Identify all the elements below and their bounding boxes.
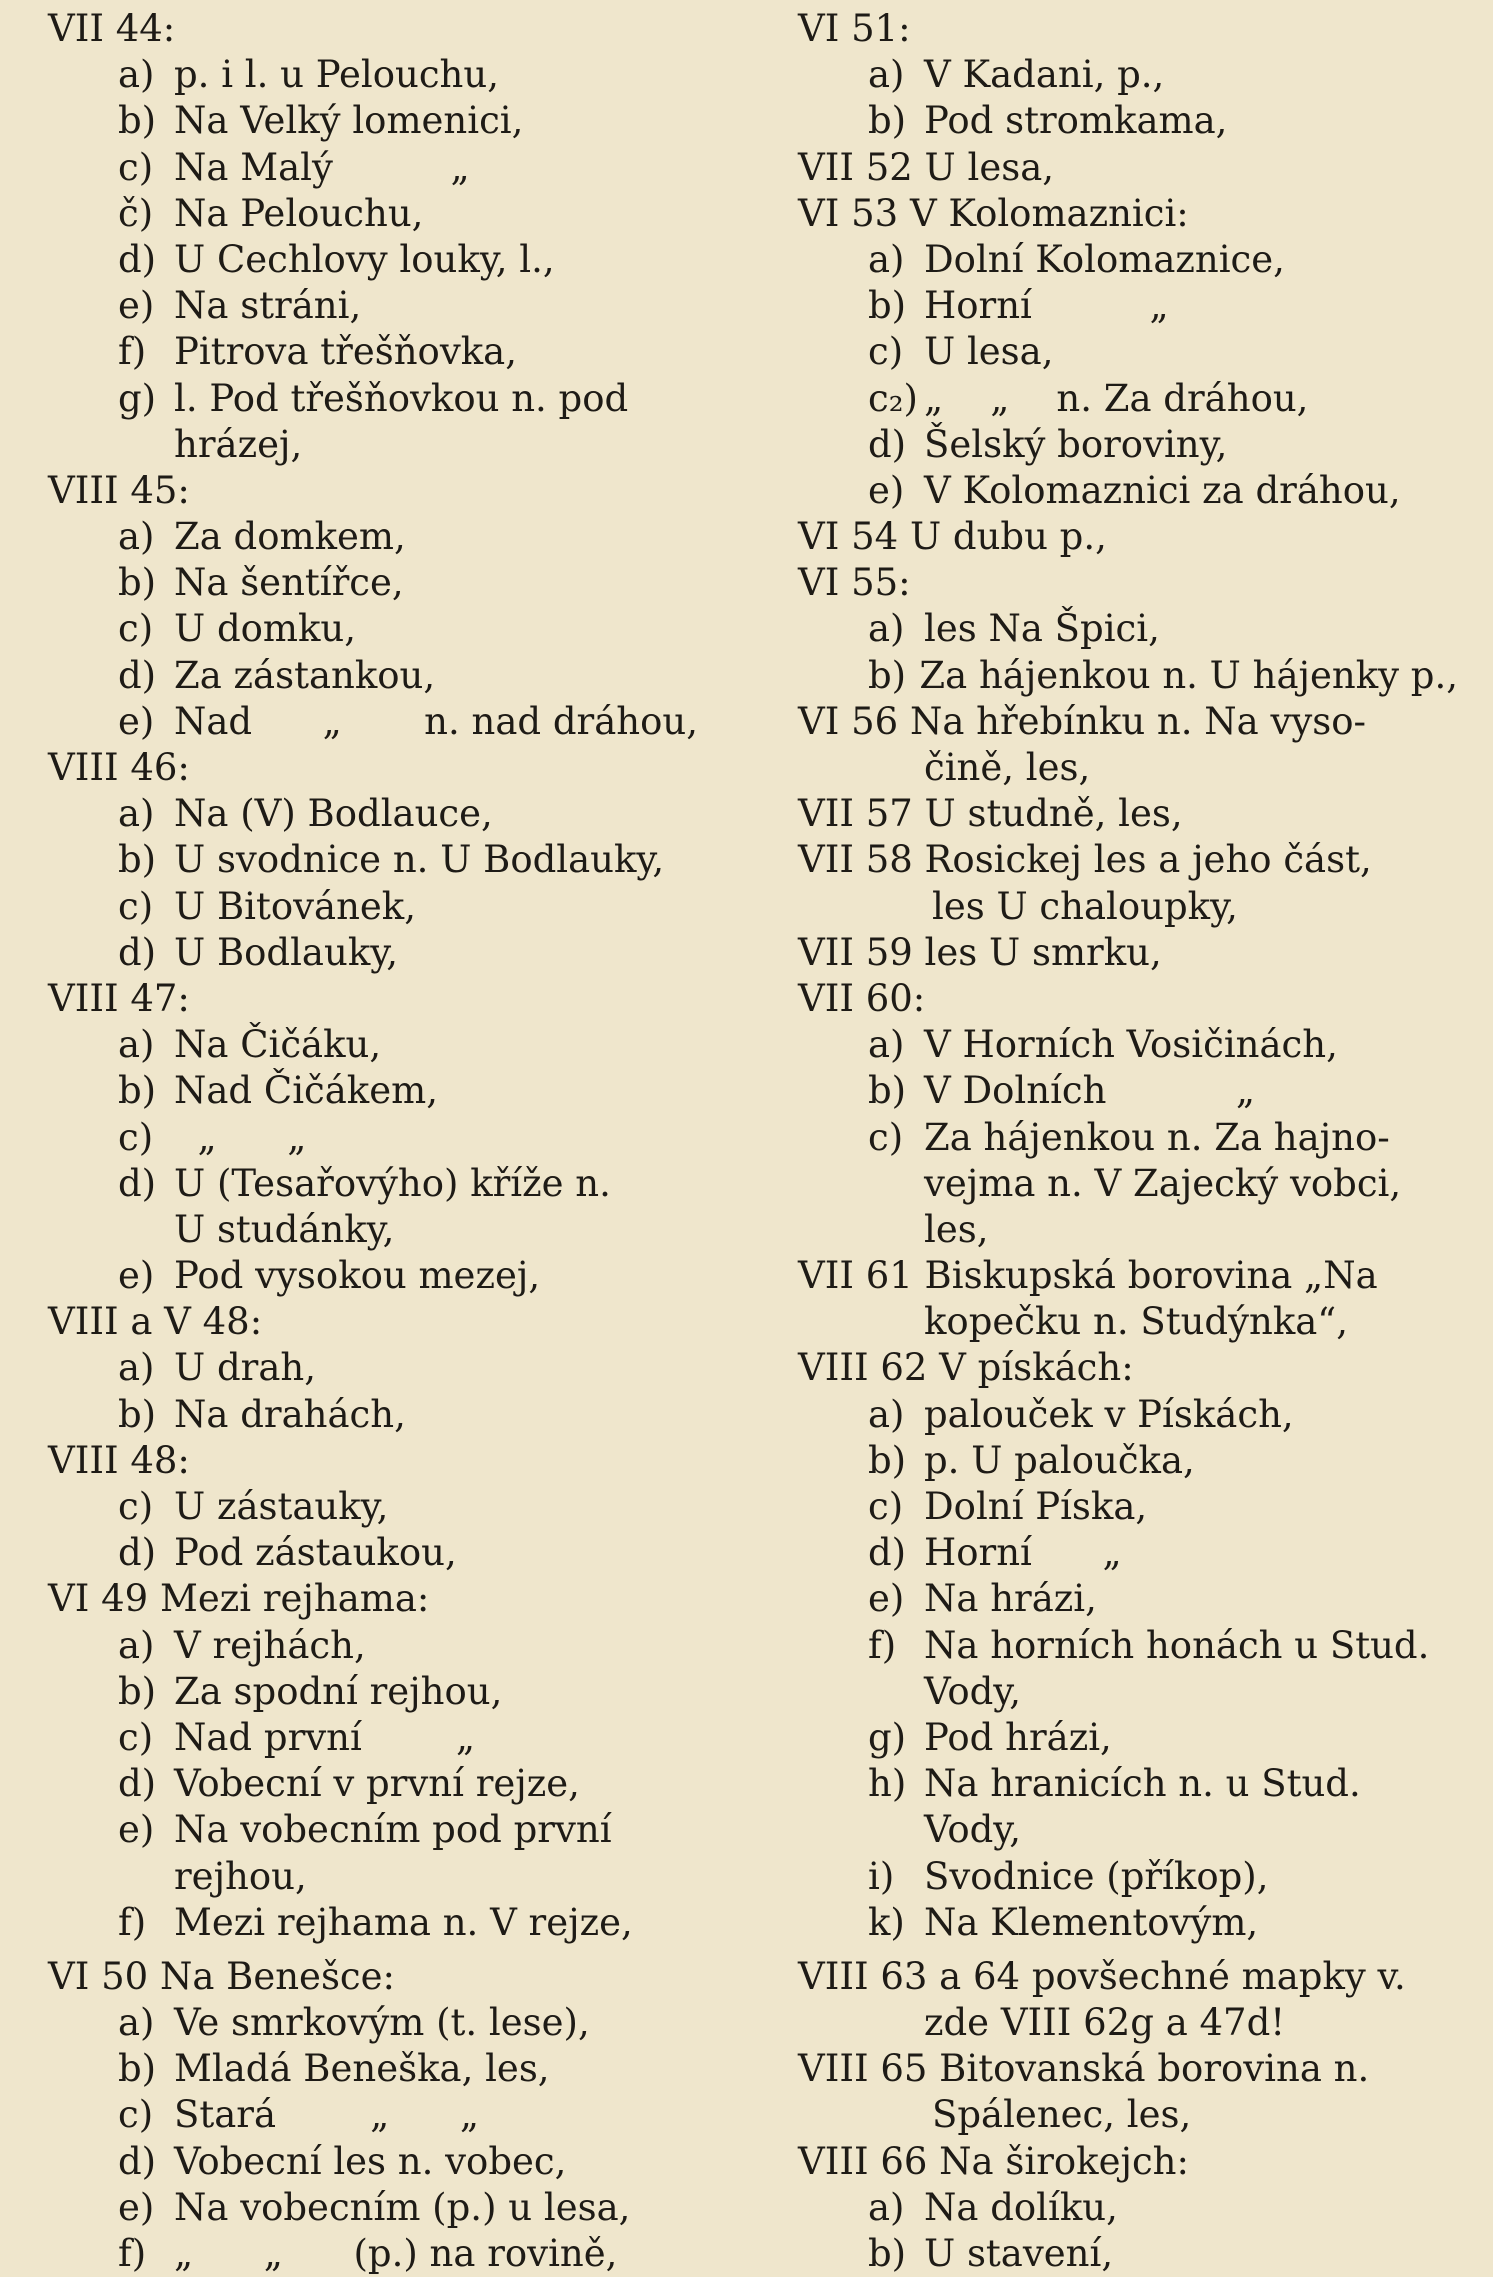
section-heading: [48, 1954, 708, 2000]
section-heading: [798, 1345, 1458, 1391]
item-marker: e): [118, 2185, 155, 2229]
list-item: [798, 1068, 1458, 1114]
item-marker: b): [118, 1392, 157, 1436]
section-heading: [798, 2046, 1458, 2092]
section-heading: [798, 145, 1458, 191]
line-text: Na stráni,: [174, 284, 362, 328]
line-text: p. i l. u Pelouchu,: [174, 53, 499, 97]
list-item: [48, 1715, 708, 1761]
item-marker: a): [118, 1023, 155, 1067]
list-item: [48, 145, 708, 191]
item-marker: b): [868, 653, 907, 697]
line-text: Pod stromkama,: [924, 99, 1228, 143]
item-marker: c): [118, 607, 154, 651]
item-marker: a): [118, 1346, 155, 1390]
list-item: [48, 1068, 708, 1114]
item-marker: e): [118, 284, 155, 328]
line-text: Svodnice (příkop),: [924, 1854, 1269, 1898]
item-marker: d): [868, 422, 907, 466]
section-heading: [48, 1576, 708, 1622]
line-text: Na šentířce,: [174, 561, 404, 605]
line-text: Nad první „: [174, 1715, 476, 1759]
list-item: [798, 2231, 1458, 2277]
section-heading: [798, 837, 1458, 883]
line-text: VIII a V 48:: [48, 1300, 263, 1344]
line-text: VII 57 U studně, les,: [798, 792, 1183, 836]
line-text: Na Malý „: [174, 145, 470, 189]
item-marker: a): [868, 2185, 905, 2229]
continuation-line: [48, 422, 708, 468]
item-marker: h): [868, 1762, 907, 1806]
line-text: VI 49 Mezi rejhama:: [48, 1577, 430, 1621]
list-item: [48, 1669, 708, 1715]
line-text: Horní „: [924, 1531, 1122, 1575]
list-item: [48, 329, 708, 375]
line-text: Na Pelouchu,: [174, 191, 424, 235]
list-item: [48, 837, 708, 883]
line-text: Vobecní les n. vobec,: [174, 2139, 567, 2183]
item-marker: d): [118, 1161, 157, 1205]
line-text: vejma n. V Zajecký vobci,: [924, 1161, 1402, 1205]
item-marker: b): [868, 1069, 907, 1113]
item-marker: k): [868, 1900, 905, 1944]
list-item: [48, 2231, 708, 2277]
list-item: [48, 1253, 708, 1299]
item-marker: c): [868, 1485, 904, 1528]
item-marker: b): [118, 2047, 157, 2091]
item-marker: b): [118, 1669, 157, 1713]
item-marker: d): [868, 1531, 907, 1575]
list-item: [798, 1623, 1458, 1669]
item-marker: c): [118, 1115, 154, 1159]
item-marker: e): [118, 1254, 155, 1298]
continuation-line: [798, 2000, 1458, 2046]
list-item: [48, 791, 708, 837]
list-item: [798, 329, 1458, 375]
line-text: Na hrázi,: [924, 1577, 1097, 1621]
list-item: [798, 376, 1458, 422]
continuation-line: [798, 1207, 1458, 1253]
list-item: [798, 1715, 1458, 1761]
list-item: [48, 1807, 708, 1853]
right-column: [798, 6, 1458, 2277]
item-marker: e): [118, 1808, 155, 1852]
item-marker: b): [868, 2232, 907, 2275]
line-text: kopečku n. Studýnka“,: [924, 1300, 1348, 1344]
list-item: [48, 699, 708, 745]
section-heading: [798, 514, 1458, 560]
section-heading: [798, 560, 1458, 606]
list-item: [798, 1761, 1458, 1807]
section-heading: [798, 6, 1458, 52]
item-marker: b): [868, 284, 907, 328]
line-text: les Na Špici,: [924, 607, 1160, 651]
line-text: Na dolíku,: [924, 2185, 1118, 2229]
item-marker: c₂): [868, 376, 918, 420]
item-marker: d): [118, 1531, 157, 1575]
line-text: Na Klementovým,: [924, 1900, 1259, 1944]
line-text: U (Tesařovýho) kříže n.: [174, 1161, 611, 1205]
line-text: U svodnice n. U Bodlauky,: [174, 838, 665, 882]
line-text: V rejhách,: [174, 1623, 366, 1667]
line-text: VIII 46:: [48, 746, 190, 789]
continuation-line: [798, 1669, 1458, 1715]
list-item: [48, 606, 708, 652]
item-marker: f): [868, 1623, 897, 1667]
line-text: VII 52 U lesa,: [798, 145, 1055, 189]
list-item: [48, 1530, 708, 1576]
line-text: Za spodní rejhou,: [174, 1669, 503, 1713]
line-text: VI 50 Na Benešce:: [48, 1954, 396, 1998]
line-text: V Kolomaznici za dráhou,: [924, 468, 1401, 512]
item-marker: c): [868, 330, 904, 374]
line-text: Nad Čičákem,: [174, 1069, 438, 1113]
list-item: [48, 237, 708, 283]
section-heading: [48, 6, 708, 52]
list-item: [48, 1623, 708, 1669]
line-text: Na vobecním (p.) u lesa,: [174, 2185, 631, 2229]
line-text: V Dolních „: [924, 1069, 1256, 1113]
section-heading: [798, 1954, 1458, 2000]
line-text: p. U palоučka,: [924, 1438, 1195, 1482]
continuation-line: [48, 1207, 708, 1253]
item-marker: d): [118, 1762, 157, 1806]
list-item: [48, 1392, 708, 1438]
item-marker: a): [868, 1392, 905, 1436]
line-text: rejhou,: [174, 1854, 307, 1898]
line-text: VI 56 Na hřebínku n. Na vyso-: [798, 699, 1367, 743]
item-marker: d): [118, 2139, 157, 2183]
section-heading: [48, 1299, 708, 1345]
line-text: VIII 48:: [48, 1438, 190, 1482]
line-text: hrázej,: [174, 422, 303, 466]
line-text: Za hájenkou n. Za hajno-: [924, 1115, 1390, 1159]
item-marker: c): [118, 145, 154, 189]
line-text: Spálenec, les,: [932, 2093, 1192, 2137]
item-marker: i): [868, 1854, 895, 1898]
item-marker: d): [118, 653, 157, 697]
list-item: [48, 1022, 708, 1068]
section-heading: [798, 1253, 1458, 1299]
item-marker: b): [868, 99, 907, 143]
line-text: Ve smrkovým (t. lese),: [174, 2001, 590, 2045]
section-heading: [48, 976, 708, 1022]
list-item: [48, 514, 708, 560]
list-item: [48, 560, 708, 606]
item-marker: b): [118, 1069, 157, 1113]
item-marker: b): [118, 838, 157, 882]
line-text: U domku,: [174, 607, 357, 651]
line-text: Pod zástaukou,: [174, 1531, 457, 1575]
list-item: [798, 98, 1458, 144]
continuation-line: [48, 1854, 708, 1900]
line-text: VIII 63 a 64 povšechné mapky v.: [798, 1954, 1406, 1998]
continuation-line: [798, 1807, 1458, 1853]
line-text: U drah,: [174, 1346, 316, 1390]
list-item: [798, 422, 1458, 468]
item-marker: b): [118, 99, 157, 143]
item-marker: a): [118, 53, 155, 97]
item-marker: g): [868, 1715, 907, 1759]
line-text: Na hranicích n. u Stud.: [924, 1762, 1361, 1806]
line-text: Na horních honách u Stud.: [924, 1623, 1430, 1667]
item-marker: c): [118, 1485, 154, 1528]
list-item: [798, 1115, 1458, 1161]
line-text: „ „ n. Za dráhou,: [924, 376, 1309, 420]
list-item: [798, 1438, 1458, 1484]
line-text: VII 61 Biskupská borovina „Na: [798, 1254, 1378, 1298]
list-item: [48, 1115, 708, 1161]
line-text: Mladá Beneška, les,: [174, 2047, 550, 2091]
line-text: „ „: [174, 1115, 307, 1159]
list-item: [48, 52, 708, 98]
item-marker: a): [868, 237, 905, 281]
item-marker: g): [118, 376, 157, 420]
list-item: [798, 1484, 1458, 1530]
list-item: [48, 1900, 708, 1946]
line-text: Vobecní v první rejze,: [174, 1762, 580, 1806]
line-text: Vody,: [924, 1808, 1022, 1852]
list-item: [798, 1900, 1458, 1946]
section-heading: [798, 2139, 1458, 2185]
list-item: [48, 2000, 708, 2046]
line-text: VI 54 U dubu p.,: [798, 515, 1107, 559]
list-item: [48, 1761, 708, 1807]
item-marker: e): [118, 699, 155, 743]
item-marker: d): [118, 237, 157, 281]
continuation-line: [798, 884, 1458, 930]
item-marker: f): [118, 2232, 147, 2275]
line-text: Stará „ „: [174, 2093, 480, 2137]
section-heading: [798, 699, 1458, 745]
list-item: [798, 283, 1458, 329]
line-text: Za domkem,: [174, 515, 406, 559]
list-item: [48, 2092, 708, 2138]
list-item: [798, 1022, 1458, 1068]
line-text: V Horních Vosičinách,: [924, 1023, 1338, 1067]
left-column: [48, 6, 708, 2277]
list-item: [48, 1345, 708, 1391]
line-text: VI 53 V Kolomaznici:: [798, 191, 1189, 235]
line-text: Na Čičáku,: [174, 1023, 382, 1067]
item-marker: b): [868, 1438, 907, 1482]
line-text: Šelský boroviny,: [924, 422, 1228, 466]
line-text: U zástauky,: [174, 1485, 389, 1528]
line-text: Mezi rejhama n. V rejze,: [174, 1900, 633, 1944]
continuation-line: [798, 2092, 1458, 2138]
list-item: [798, 52, 1458, 98]
line-text: U stavení,: [924, 2232, 1114, 2275]
list-item: [48, 191, 708, 237]
line-text: Dolní Píska,: [924, 1485, 1148, 1528]
line-text: Na Velký lomenici,: [174, 99, 524, 143]
item-marker: f): [118, 1900, 147, 1944]
line-text: Za zástankou,: [174, 653, 436, 697]
item-marker: e): [868, 1577, 905, 1621]
line-text: les,: [924, 1207, 989, 1251]
item-marker: d): [118, 930, 157, 974]
list-item: [48, 653, 708, 699]
line-text: les U chaloupky,: [932, 884, 1238, 928]
line-text: VIII 47:: [48, 976, 190, 1020]
list-item: [48, 1161, 708, 1207]
line-text: VI 51:: [798, 7, 911, 50]
list-item: [48, 930, 708, 976]
line-text: VIII 66 Na širokejch:: [798, 2139, 1189, 2183]
list-item: [48, 376, 708, 422]
list-item: [48, 1484, 708, 1530]
item-marker: e): [868, 468, 905, 512]
line-text: l. Pod třešňovkou n. pod: [174, 376, 629, 420]
line-text: VII 58 Rosickej les a jeho část,: [798, 838, 1372, 882]
list-item: [798, 1530, 1458, 1576]
line-text: Pitrova třešňovka,: [174, 330, 517, 374]
list-item: [48, 2185, 708, 2231]
item-marker: c): [118, 2093, 154, 2137]
section-heading: [798, 191, 1458, 237]
list-item: [798, 1854, 1458, 1900]
line-text: Horní „: [924, 284, 1169, 328]
line-text: VII 44:: [48, 7, 176, 50]
item-marker: a): [118, 515, 155, 559]
line-text: čině, les,: [924, 746, 1091, 789]
list-item: [798, 237, 1458, 283]
list-item: [798, 653, 1458, 699]
line-text: Na (V) Bodlauce,: [174, 792, 493, 836]
list-item: [48, 98, 708, 144]
line-text: U studánky,: [174, 1207, 395, 1251]
section-heading: [798, 791, 1458, 837]
line-text: Dolní Kolomaznice,: [924, 237, 1285, 281]
list-item: [48, 2046, 708, 2092]
item-marker: c): [118, 884, 154, 928]
line-text: V Kadani, p.,: [924, 53, 1165, 97]
line-text: VI 55:: [798, 561, 911, 605]
continuation-line: [798, 1161, 1458, 1207]
continuation-line: [798, 745, 1458, 791]
line-text: Na vobecním pod první: [174, 1808, 612, 1852]
line-text: Pod vysokou mezej,: [174, 1254, 541, 1298]
line-text: U Bodlauky,: [174, 930, 398, 974]
item-marker: a): [118, 792, 155, 836]
item-marker: a): [868, 607, 905, 651]
list-item: [798, 468, 1458, 514]
section-heading: [48, 1438, 708, 1484]
line-text: VIII 65 Bitovanská borovina n.: [798, 2047, 1370, 2091]
item-marker: a): [868, 53, 905, 97]
item-marker: b): [118, 561, 157, 605]
item-marker: č): [118, 191, 154, 235]
line-text: U lesa,: [924, 330, 1054, 374]
line-text: palouček v Pískách,: [924, 1392, 1294, 1436]
list-item: [798, 1576, 1458, 1622]
line-text: Na drahách,: [174, 1392, 406, 1436]
list-item: [48, 884, 708, 930]
list-item: [48, 2139, 708, 2185]
section-heading: [48, 745, 708, 791]
line-text: U Cechlovy louky, l.,: [174, 237, 555, 281]
item-marker: a): [118, 1623, 155, 1667]
line-text: Vody,: [924, 1669, 1022, 1713]
line-text: zde VIII 62g a 47d!: [924, 2001, 1286, 2045]
list-item: [798, 1392, 1458, 1438]
list-item: [798, 606, 1458, 652]
list-item: [798, 2185, 1458, 2231]
line-text: VII 59 les U smrku,: [798, 930, 1162, 974]
line-text: „ „ (p.) na rovině,: [174, 2232, 618, 2275]
section-heading: [798, 976, 1458, 1022]
line-text: U Bitovánek,: [174, 884, 416, 928]
continuation-line: [798, 1299, 1458, 1345]
item-marker: c): [868, 1115, 904, 1159]
line-text: Nad „ n. nad dráhou,: [174, 699, 698, 743]
line-text: VII 60:: [798, 976, 926, 1020]
section-heading: [798, 930, 1458, 976]
item-marker: f): [118, 330, 147, 374]
item-marker: c): [118, 1715, 154, 1759]
line-text: VIII 62 V pískách:: [798, 1346, 1134, 1390]
list-item: [48, 283, 708, 329]
section-heading: [48, 468, 708, 514]
line-text: VIII 45:: [48, 468, 190, 512]
line-text: Pod hrázi,: [924, 1715, 1112, 1759]
item-marker: a): [868, 1023, 905, 1067]
item-marker: a): [118, 2001, 155, 2045]
line-text: Za hájenkou n. U hájenky p.,: [919, 653, 1458, 697]
